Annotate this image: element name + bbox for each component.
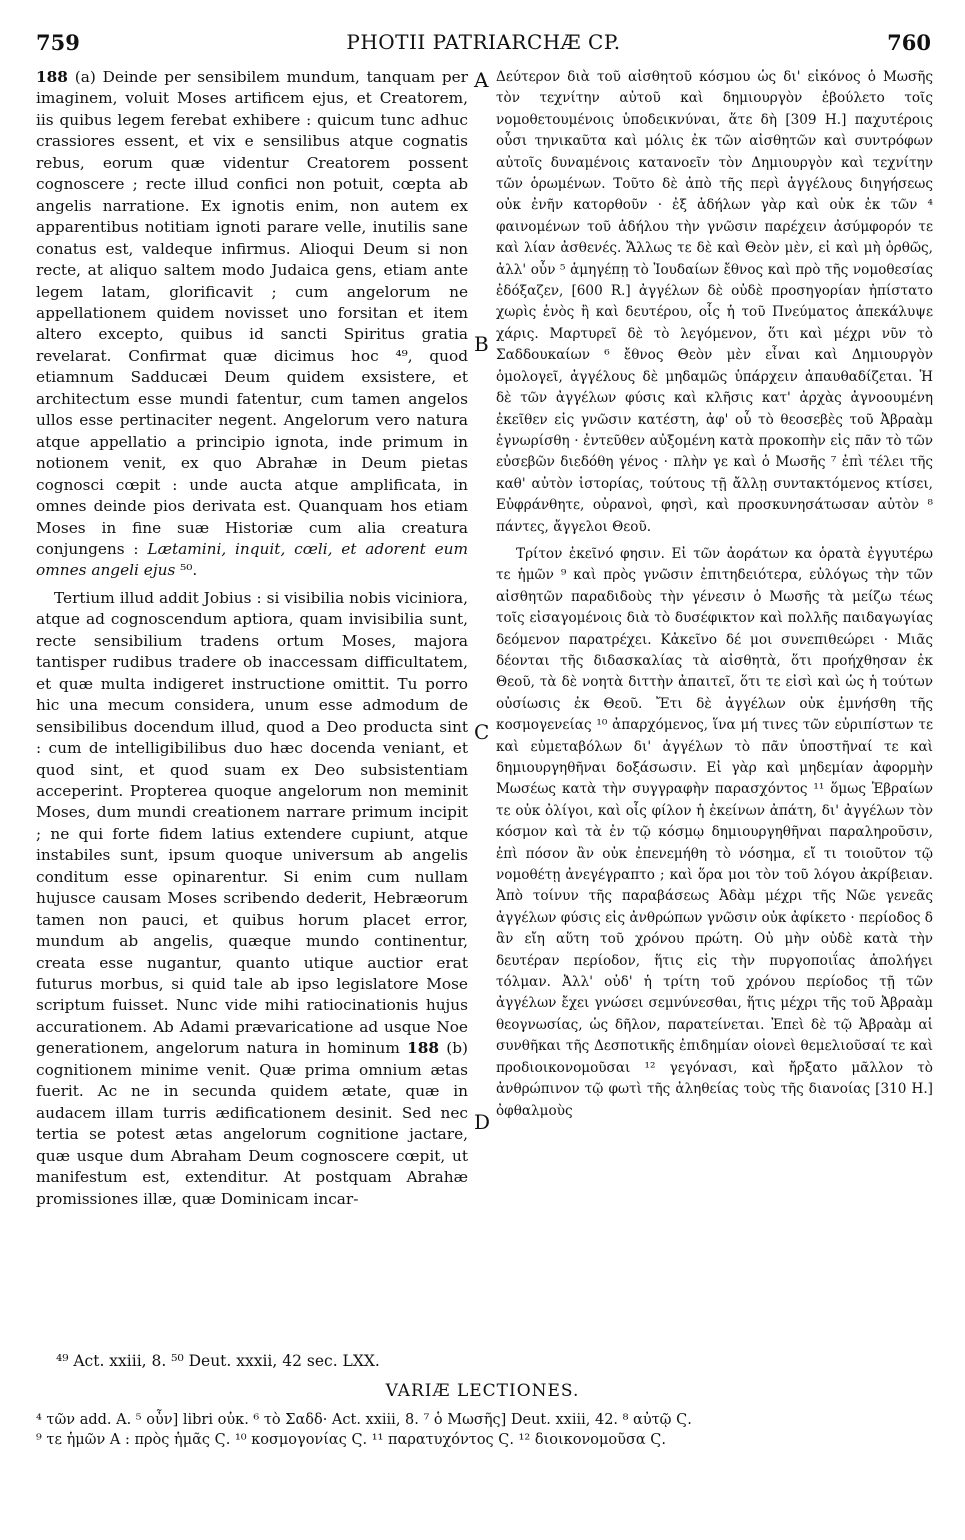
- footnotes: ⁴⁹ Act. xxiii, 8. ⁵⁰ Deut. xxxii, 42 sec. LXX.: [56, 1352, 380, 1370]
- variae-lectiones-title: VARIÆ LECTIONES.: [385, 1381, 580, 1401]
- page-number-left: 759: [36, 30, 80, 55]
- variae-line-2: ⁹ τε ἡμῶν A : πρὸς ἡμᾶς Ϛ. ¹⁰ κοσμογονίας Ϛ. ¹¹ παρατυχόντος Ϛ. ¹² διοικονομοῦσα Ϛ.: [36, 1432, 666, 1448]
- latin-text: (a) Deinde per sensibilem mundum, tanquam per imaginem, voluit Moses artificem ejus, et Creatorem, iis quibus legem ferebat exhibere : quicum tunc adhuc crassiores essent, et vix e sensilibus atque cognatis rebus, eorum quæ videntur Creatorem possent cognoscere ; recte illud confici non potuit, cœpta ab angelis narratione. Ex ignotis enim, non autem ex apparentibus notitiam ignoti parare velle, inutilis sane conatus est, valdeque infirmus. Alioqui Deum si non recte, at aliquo saltem modo Judaica gens, etiam ante legem latam, glorificavit ; cum angelorum ne appellationem quidem novisset uno forsitan et item altero excepto, quibus id sancti Spiritus gratia revelarat. Confirmat quæ dicimus hoc ⁴⁹, quod etiamnum Sadducæi Deum quidem exsistere, et architectum esse mundi fatentur, cum tamen angelos ullos esse pertinaciter negent. Angelorum vero natura atque appellatio a principio ignota, inde primum in notionem venit, ex quo Abrahæ in Deum pietas cognosci cœpit : unde aucta atque amplificata, in omnes deinde pios derivata est. Quanquam hos etiam Moses in fine suæ Historiæ cum alia creatura conjungens :: [36, 68, 468, 558]
- greek-paragraph-2: Τρίτον ἐκεῖνό φησιν. Εἰ τῶν ἀοράτων κα ὁρατὰ ἐγγυτέρω τε ἡμῶν ⁹ καὶ πρὸς γνῶσιν ἐπιτηδειότερα, εὐλόγως τὴν τῶν αἰσθητῶν παραδιδοὺς τὴν γένεσιν ὁ Μωσῆς τὰ μείζω τέως τοῖς εἰσαγομένοις διὰ τὸ δυσέφικτον καὶ πολλῆς παιδαγωγίας δεόμενον παρατρέχει. Κἀκεῖνο δέ μοι συνεπιθεώρει · Μιᾶς δέονται τῆς διδασκαλίας τὰ αἰσθητὰ, ὅτι προήχθησαν ἐκ Θεοῦ, τὰ δὲ νοητὰ διττὴν ἀπαιτεῖ, ὅτι τε εἰσὶ καὶ ὡς ἡ τούτων οὐσίωσις ἐκ Θεοῦ. Ἔτι δὲ ἀγγέλων οὐκ ἐμνήσθη τῆς κοσμογενείας ¹⁰ ἀπαρχόμενος, ἵνα μή τινες τῶν εὐριπίστων τε καὶ εὐμεταβόλων δι' ἀγγέλων τὸ πᾶν ὑποστῆναί τε καὶ δημιουργηθῆναι δοξάσωσιν. Εἰ γὰρ καὶ μηδεμίαν ἀφορμὴν Μωσέως κατὰ τὴν συγγραφὴν παρασχόντος ¹¹ ὅμως Ἑβραίων τε οὐκ ὀλίγοι, καὶ οἷς φίλον ἡ ἐκείνων ἀπάτη, δι' ἀγγέλων τὸν κόσμον καὶ τὰ ἐν τῷ κόσμῳ δημιουργηθῆναι παραληροῦσιν, ἐπὶ πόσον ἂν οὐκ ἐπενεμήθη τὸ νόσημα, εἴ τι τοιοῦτον τῷ νομοθέτῃ ἀνεγέγραπτο ; καὶ ὅρα μοι τὸν τοῦ λόγου ἀκρίβειαν. Ἀπὸ τοίνυν τῆς παραβάσεως Ἀδὰμ μέχρι τῆς Νῶε γενεᾶς ἀγγέλων φύσις εἰς ἀνθρώπων γνῶσιν οὐκ ἀφίκετο · περίοδος δ ἂν εἴη αὕτη τοῦ χρόνου πρώτη. Οὐ μὴν οὐδὲ κατὰ τὴν δευτέραν περίοδον, ἥτις εἰς τὴν πυργοποιΐας ἀπολήγει τόλμαν. Ἀλλ' οὐδ' ἡ τρίτη τοῦ χρόνου περίοδος τῇ τῶν ἀγγέλων ἔχει γνώσει σεμνύνεσθαι, ἥτις μέχρι τῆς τοῦ Ἀβραὰμ θεογνωσίας, ὡς δῆλον, παρατείνεται. Ἐπεὶ δὲ τῷ Ἀβραὰμ αἱ συνθῆκαι τῆς Δεσποτικῆς ἐπιδημίαν οἱονεὶ θεμελιοῦσαί τε καὶ προδιοικονομοῦσαι ¹² γεγόνασι, καὶ ἤρξατο μᾶλλον τὸ ἀνθρώπινον τῷ φωτὶ τῆς ἀληθείας τοὺς τῆς διανοίας [310 H.] ὀφθαλμοὺς: [496, 545, 933, 1119]
- latin-text-end: ⁵⁰.: [175, 561, 198, 580]
- variae-line-1: ⁴ τῶν add. A. ⁵ οὖν] libri οὐκ. ⁶ τὸ Σαδδ· Act. xxiii, 8. ⁷ ὁ Μωσῆς] Deut. xxiii, 42. ⁸ αὐτῷ Ϛ.: [36, 1412, 692, 1428]
- greek-column: [496, 67, 933, 1122]
- margin-marker-b: B: [474, 332, 489, 356]
- variae-lectiones: [36, 1410, 936, 1450]
- latin-text: Tertium illud addit Jobius : si visibilia nobis viciniora, atque ad cognoscendum aptiora, quam invisibilia sunt, recte sensibilium tradens ortum Moses, majora tantisper rudibus tradere ob inaccessam difficultatem, et quæ multa indigeret instructione omittit. Tu porro hic una mecum considera, unum esse admodum de sensibilibus docendum illud, quod a Deo producta sint : cum de intelligibilibus duo hæc docenda veniant, et quod sint, et quod suam ex Deo subsistentiam acceperint. Propterea quoque angelorum non meminit Moses, dum mundi creationem narrare primum incipit ; ne qui forte fidem latius extendere cupiunt, atque instabiles sunt, ipsum quoque universum ab angelis conditum esse opinarentur. Si enim cum nullam hujusce causam Moses scribendo dederit, Hebræorum tamen non pauci, et quibus horum placet error, mundum ab angelis, quæque mundo continentur, creata esse nugantur, quanto utique auctior erat futurus morbus, si quid tale ab ipso legislatore Mose scriptum fuisset. Nunc vide mihi ratiocinationis hujus accurationem. Ab Adami prævaricatione ad usque Noe generationem, angelorum natura in hominum: [36, 588, 468, 1058]
- latin-text-end: (b) cognitionem minime venit. Quæ prima omnium ætas fuerit. Ac ne in secunda quidem ætate, quæ in audacem illam turris ædificationem desinit. Sed nec tertia se potest ætas angelorum cognitione jactare, quæ usque dum Abraham Deum cognoscere cœpit, ut manifestum est, extenditur. At postquam Abrahæ promissiones illæ, quæ Dominicam incar-: [36, 1039, 468, 1208]
- latin-column: [36, 67, 468, 1210]
- margin-marker-c: C: [474, 720, 490, 744]
- running-title: PHOTII PATRIARCHÆ CP.: [346, 30, 621, 54]
- page-number-right: 760: [887, 30, 931, 55]
- section-number: 188: [36, 68, 68, 86]
- latin-quotation: Lætamini, inquit, cœli, et adorent eum omnes angeli ejus: [36, 539, 468, 580]
- greek-paragraph-1: Δεύτερον διὰ τοῦ αἰσθητοῦ κόσμου ὡς δι' εἰκόνος ὁ Μωσῆς τὸν τεχνίτην αὐτοῦ καὶ δημιουργὸν ἐβούλετο τοῖς νομοθετουμένοις ὑποδεικνύναι, ἅτε δὴ [309 H.] παχυτέροις οὖσι τηνικαῦτα καὶ μόλις ἐκ τῶν αἰσθητῶν καὶ συντρόφων αὐτοῖς δυναμένοις κατανοεῖν τὸν Δημιουργὸν καὶ τεχνίτην τῶν ὁρωμένων. Τοῦτο δὲ ἀπὸ τῆς περὶ ἀγγέλους διηγήσεως οὐκ ἐνῆν κατορθοῦν · ἐξ ἀδήλων γὰρ καὶ οὐκ ἐκ τῶν ⁴ φαινομένων τοῦ ἀδήλου τὴν γνῶσιν παρέχειν ἀσύμφορόν τε καὶ λίαν ἀσθενές. Ἄλλως τε δὲ καὶ Θεὸν μὲν, εἰ καὶ μὴ ὀρθῶς, ἀλλ' οὖν ⁵ ἁμηγέπῃ τὸ Ἰουδαίων ἔθνος καὶ πρὸ τῆς νομοθεσίας ἐδόξαζεν, [600 R.] ἀγγέλων δὲ οὐδὲ προσηγορίαν ἠπίστατο χωρὶς ἑνὸς ἢ καὶ δευτέρου, οἷς ἡ τοῦ Πνεύματος ἀπεκάλυψε χάρις. Μαρτυρεῖ δὲ τὸ λεγόμενον, ὅτι καὶ μέχρι νῦν τὸ Σαδδουκαίων ⁶ ἔθνος Θεὸν μὲν εἶναι καὶ Δημιουργὸν ὁμολογεῖ, ἀγγέλους δὲ μηδαμῶς ὑπάρχειν ἀπαυθαδίζεται. Ἡ δὲ τῶν ἀγγέλων φύσις καὶ κλῆσις κατ' ἀρχὰς ἀγνοουμένη ἐκεῖθεν εἰς γνῶσιν κατέστη, ἀφ' οὗ τὸ θεοσεβὲς τοῦ Ἀβραὰμ ἐγνωρίσθη · ἐντεῦθεν αὐξομένη κατὰ προκοπὴν εἰς πᾶν τὸ τῶν εὐσεβῶν διεδόθη γένος · πλὴν γε καὶ ὁ Μωσῆς ⁷ ἐπὶ τέλει τῆς καθ' αὐτὸν ἱστορίας, τούτους τῇ ἄλλῃ συντακτόμενος κτίσει, Εὐφράνθητε, οὐρανοὶ, φησὶ, καὶ προσκυνησάτωσαν αὐτὸν ⁸ πάντες, ἄγγελοι Θεοῦ.: [496, 69, 933, 535]
- margin-marker-a: A: [474, 68, 489, 92]
- margin-marker-d: D: [474, 1110, 491, 1134]
- latin-paragraph-2: [36, 588, 468, 1210]
- latin-paragraph-1: [36, 67, 468, 582]
- running-header: [36, 30, 931, 60]
- section-number: 188: [407, 1039, 440, 1058]
